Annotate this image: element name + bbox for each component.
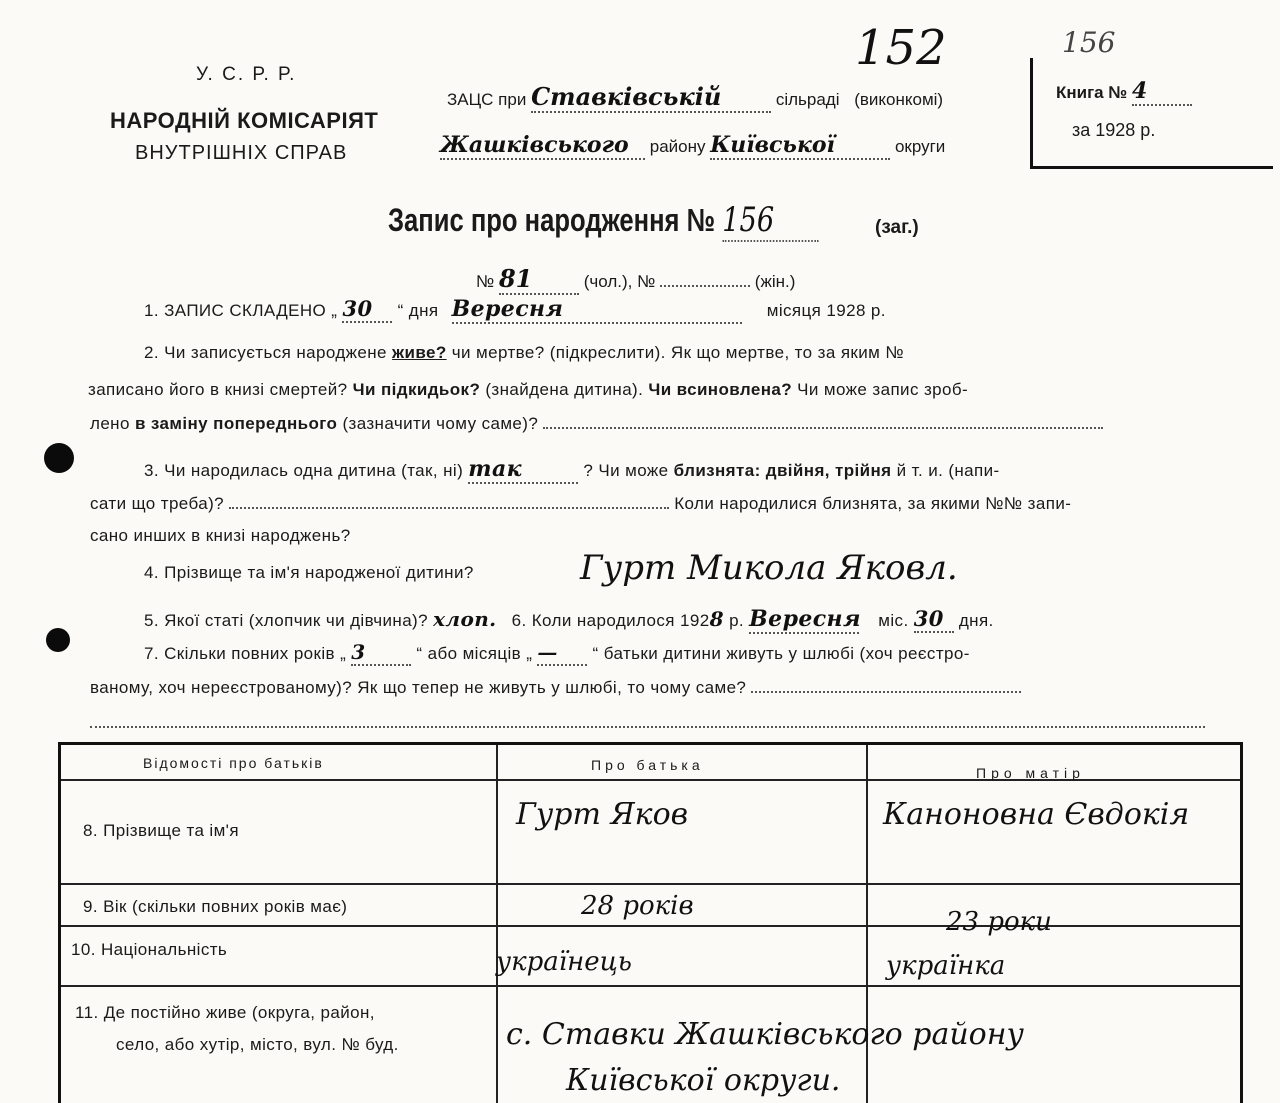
corner-number: 156 — [1062, 26, 1116, 59]
item-7-line-2 — [90, 678, 1021, 698]
row-9-father: 28 років — [581, 891, 694, 921]
item-7-years: 3 — [351, 640, 411, 666]
ministry-title: НАРОДНІЙ КОМІСАРІЯТ — [110, 108, 379, 133]
item-2-alive: живе? — [392, 343, 447, 362]
book-year: за 1928 р. — [1072, 120, 1156, 140]
col-header-mother: Про матір — [976, 765, 1085, 781]
zags-prefix: ЗАЦС при — [447, 90, 527, 109]
child-name: Гурт Микола Яковл. — [580, 548, 958, 588]
row-11-label-1: 11. Де постійно живе (округа, район, — [75, 1003, 375, 1022]
punch-hole — [44, 443, 74, 473]
item-3-yes: так — [468, 456, 578, 484]
row-11-address-1: с. Ставки Жашківського району — [506, 1017, 1024, 1052]
item-2-found: Чи підкидьок? — [352, 380, 481, 399]
item-6-day: 30 — [914, 606, 954, 633]
row-10-mother: українка — [886, 951, 1006, 981]
item-1-day: 30 — [342, 296, 392, 323]
parents-table — [58, 742, 1243, 1103]
row-8-mother: Каноновна Євдокія — [883, 797, 1190, 832]
book-label: Книга № — [1056, 83, 1128, 102]
district-name: Жашківського — [440, 132, 645, 160]
item-6-d: дня. — [958, 611, 994, 630]
item-3-d: сати що треба)? — [90, 494, 224, 513]
record-title — [388, 200, 818, 242]
col-header-father: Про батька — [591, 757, 704, 773]
item-6-year: 8 — [709, 607, 724, 631]
item-6-c: міс. — [878, 611, 909, 630]
okruga-name: Київської — [710, 132, 890, 160]
item-7-extra-line — [90, 712, 1205, 728]
item-2-a: 2. Чи записується народжене — [144, 343, 387, 362]
item-5-value: хлоп. — [433, 607, 497, 631]
item-3-a: 3. Чи народилась одна дитина (так, ні) — [144, 461, 464, 480]
item-1 — [144, 296, 886, 324]
book-box — [1030, 58, 1273, 169]
row-11-label-2: село, або хутір, місто, вул. № буд. — [116, 1035, 399, 1054]
no-label: № — [476, 272, 495, 291]
item-1-c: місяця 1928 р. — [766, 301, 886, 320]
item-3-line-1 — [144, 456, 1000, 484]
item-2-d: (знайдена дитина). — [485, 380, 644, 399]
item-6-month: Вересня — [749, 606, 861, 632]
item-7-c: “ батьки дитини живуть у шлюбі (хоч реєстро- — [592, 644, 970, 663]
item-5-label: 5. Якої статі (хлопчик чи дівчина)? — [144, 611, 428, 630]
male-label: (чол.), № — [583, 272, 656, 291]
male-number: 81 — [499, 264, 579, 295]
book-line — [1056, 78, 1192, 106]
item-2-g: (зазначити чому саме)? — [342, 414, 539, 433]
item-2-line-1 — [144, 343, 904, 363]
country-label: У. С. Р. Р. — [196, 64, 297, 85]
item-3-c: й т. и. (напи- — [896, 461, 1000, 480]
zags-mid: сільраді — [775, 90, 840, 109]
item-7-months: — — [537, 640, 587, 666]
row-8-label: 8. Прізвище та ім'я — [83, 821, 239, 840]
book-number: 4 — [1132, 78, 1192, 106]
item-3-line-2 — [90, 494, 1071, 514]
row-8-father: Гурт Яков — [516, 797, 689, 832]
item-3-e: Коли народилися близнята, за якими №№ запи- — [674, 494, 1072, 513]
title-text: Запис про народження № — [388, 202, 716, 238]
item-2-f: лено — [90, 414, 130, 433]
item-1-a: 1. ЗАПИС СКЛАДЕНО „ — [144, 301, 338, 320]
zags-village: Ставківській — [531, 82, 771, 113]
ministry-subtitle: ВНУТРІШНІХ СПРАВ — [135, 142, 348, 164]
item-1-month: Вересня — [452, 296, 742, 324]
item-2-line-2 — [88, 380, 968, 400]
item-2-line-3 — [90, 414, 1103, 434]
title-number: 156 — [722, 200, 818, 242]
col-header-info: Відомості про батьків — [143, 755, 324, 771]
district-line — [440, 132, 945, 160]
title-suffix: (заг.) — [875, 217, 919, 238]
item-4 — [144, 563, 474, 583]
item-2-e: Чи може запис зроб- — [797, 380, 969, 399]
item-2-adopt: Чи всиновлена? — [648, 380, 793, 399]
row-11-address-2: Київської округи. — [566, 1063, 841, 1098]
item-7-line-1 — [144, 640, 970, 666]
item-3-line-3 — [90, 526, 351, 546]
row-9-label: 9. Вік (скільки повних років має) — [83, 897, 348, 916]
zags-line — [447, 82, 943, 113]
item-6-b: р. — [729, 611, 745, 630]
punch-hole — [46, 628, 70, 652]
row-9-mother: 23 роки — [946, 907, 1052, 937]
item-5-6 — [144, 606, 994, 634]
sub-numbers — [476, 264, 795, 295]
row-10-label: 10. Національність — [71, 940, 228, 959]
item-3-twins: близнята: двійня, трійня — [673, 461, 892, 480]
item-2-b: чи мертве? (підкреслити). Як що мертве, то за яким № — [451, 343, 905, 362]
district-label: району — [649, 137, 706, 156]
female-label: (жін.) — [754, 272, 796, 291]
zags-suffix: (виконкомі) — [854, 90, 944, 109]
item-7-a: 7. Скільки повних років „ — [144, 644, 347, 663]
item-2-replace: в заміну попереднього — [134, 414, 338, 433]
item-7-b: “ або місяців „ — [416, 644, 533, 663]
item-1-b: “ дня — [397, 301, 439, 320]
item-7-d: ваному, хоч нереєстрованому)? Як що тепер не живуть у шлюбі, то чому саме? — [90, 678, 747, 697]
item-2-c: записано його в книзі смертей? — [88, 380, 348, 399]
item-3-f: сано инших в книзі народжень? — [90, 526, 351, 545]
item-6-a: 6. Коли народилося 192 — [511, 611, 710, 630]
item-3-b: ? Чи може — [583, 461, 669, 480]
row-10-father: українець — [496, 947, 632, 977]
okruga-label: округи — [894, 137, 946, 156]
item-4-label: 4. Прізвище та ім'я народженої дитини? — [144, 563, 474, 582]
top-number: 152 — [855, 20, 947, 76]
